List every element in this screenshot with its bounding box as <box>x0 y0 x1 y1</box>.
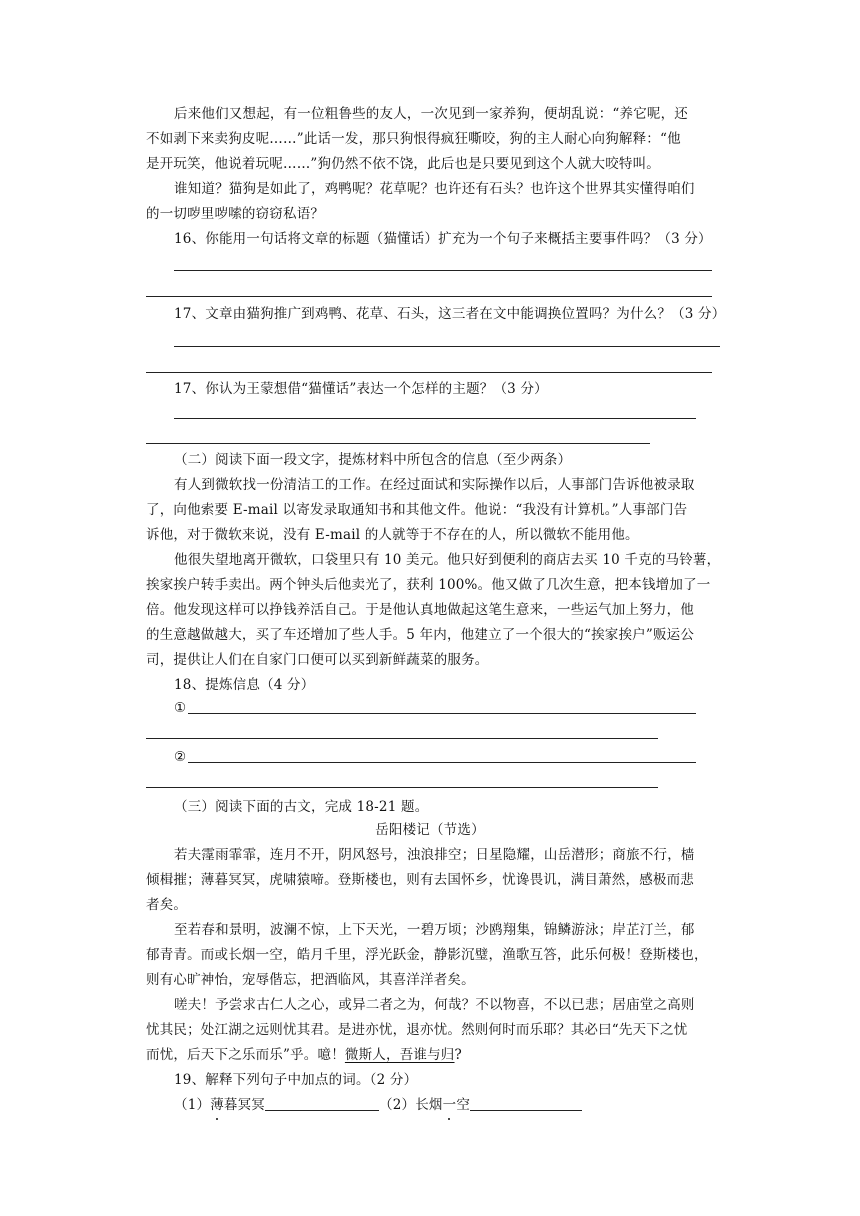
passage-line: 者矣。 <box>146 897 188 913</box>
passage-line: 至若春和景明，波澜不惊，上下天光，一碧万顷；沙鸥翔集，锦鳞游泳；岸芷汀兰，郁 <box>174 922 695 938</box>
text-segment: 暮冥冥 <box>223 1097 266 1113</box>
question-17a: 17、文章由猫狗推广到鸡鸭、花草、石头，这三者在文中能调换位置吗？为什么？（3 分） <box>174 306 726 322</box>
passage-line: 谁知道？猫狗是如此了，鸡鸭呢？花草呢？也许还有石头？也许这个世界其实懂得咱们 <box>174 181 695 197</box>
passage-line <box>146 1043 726 1067</box>
text-segment: ? <box>454 1047 462 1063</box>
item-number: （2）长烟 <box>379 1097 443 1113</box>
dotted-word: 薄 <box>210 1093 224 1117</box>
question-19-items <box>174 1093 726 1117</box>
answer-line[interactable] <box>188 713 696 714</box>
question-18: 18、提炼信息（4 分） <box>174 677 315 693</box>
answer-line[interactable] <box>146 787 658 788</box>
passage-line: 挨家挨户转手卖出。两个钟头后他卖光了，获利 100%。他又做了几次生意，把本钱增加了一 <box>146 577 711 593</box>
item-number: （1） <box>174 1097 211 1113</box>
text-segment: 空 <box>456 1097 471 1113</box>
answer-marker-1: ① <box>174 700 187 716</box>
passage-line: 忧其民；处江湖之远则忧其君。是进亦忧，退亦忧。然则何时而乐耶？其必曰“先天下之忧 <box>146 1022 688 1038</box>
question-19: 19、解释下列句子中加点的词。（2 分） <box>174 1072 418 1088</box>
answer-line[interactable] <box>188 762 696 763</box>
question-16: 16、你能用一句话将文章的标题（猫懂话）扩充为一个句子来概括主要事件吗？（3 分） <box>174 231 712 247</box>
answer-line[interactable] <box>146 738 658 739</box>
passage-line: 嗟夫！予尝求古仁人之心，或异二者之为，何哉？不以物喜，不以已悲；居庙堂之高则 <box>174 997 695 1013</box>
passage-line: 他很失望地离开微软，口袋里只有 10 美元。他只好到便利的商店去买 10 千克的马铃薯， <box>174 552 721 568</box>
section-2-heading: （二）阅读下面一段文字，提炼材料中所包含的信息（至少两条） <box>174 452 572 468</box>
passage-line: 倍。他发现这样可以挣钱养活自己。于是他认真地做起这笔生意来，一些运气加上努力，他 <box>146 602 694 618</box>
passage-line: 倾楫摧；薄暮冥冥，虎啸猿啼。登斯楼也，则有去国怀乡，忧谗畏讥，满目萧然，感极而悲 <box>146 872 694 888</box>
passage-line: 有人到微软找一份清洁工的工作。在经过面试和实际操作以后，人事部门告诉他被录取 <box>174 477 695 493</box>
passage-line: 后来他们又想起，有一位粗鲁些的友人，一次见到一家养狗，便胡乱说：“养它呢，还 <box>174 106 689 122</box>
passage-line: 的生意越做越大，买了车还增加了些人手。5 年内，他建立了一个很大的“挨家挨户”贩运公 <box>146 627 695 643</box>
answer-line[interactable] <box>174 270 712 271</box>
answer-line[interactable] <box>146 296 712 297</box>
passage-line: 司，提供让人们在自家门口便可以买到新鲜蔬菜的服务。 <box>146 652 489 668</box>
passage-line: 了，向他索要 E-mail 以寄发录取通知书和其他文件。他说：“我没有计算机。”人事部门告 <box>146 502 688 518</box>
answer-line[interactable] <box>146 443 650 444</box>
dotted-word: 一 <box>443 1093 457 1117</box>
passage-line: 不如剥下来卖狗皮呢……”此话一发，那只狗恨得疯狂嘶咬，狗的主人耐心向狗解释：“他 <box>146 131 681 147</box>
answer-marker-2: ② <box>174 749 187 765</box>
answer-line[interactable] <box>146 372 712 373</box>
passage-line: 则有心旷神怡，宠辱偕忘，把酒临风，其喜洋洋者矣。 <box>146 972 475 988</box>
passage-line: 的一切哕里哕嗦的窃窃私语？ <box>146 206 325 222</box>
underlined-sentence: 微斯人，吾谁与归 <box>344 1047 455 1063</box>
answer-blank[interactable] <box>470 1096 582 1111</box>
question-17b: 17、你认为王蒙想借“猫懂话”表达一个怎样的主题？（3 分） <box>174 381 548 397</box>
text-segment: 而忧，后天下之乐而乐”乎。噫！ <box>146 1047 345 1063</box>
passage-line: 若夫霪雨霏霏，连月不开，阴风怒号，浊浪排空；日星隐耀，山岳潜形；商旅不行，樯 <box>174 847 695 863</box>
classical-text-title: 岳阳楼记（节选） <box>375 822 485 838</box>
answer-blank[interactable] <box>265 1096 379 1111</box>
passage-line: 诉他，对于微软来说，没有 E-mail 的人就等于不存在的人，所以微软不能用他。 <box>146 527 639 543</box>
answer-line[interactable] <box>174 346 720 347</box>
answer-line[interactable] <box>174 418 696 419</box>
passage-line: 郁青青。而或长烟一空，皓月千里，浮光跃金，静影沉璧，渔歌互答，此乐何极！登斯楼也， <box>146 947 708 963</box>
section-3-heading: （三）阅读下面的古文，完成 18-21 题。 <box>174 799 429 815</box>
passage-line: 是开玩笑，他说着玩呢……”狗仍然不依不饶，此后也是只要见到这个人就大咬特叫。 <box>146 156 661 172</box>
